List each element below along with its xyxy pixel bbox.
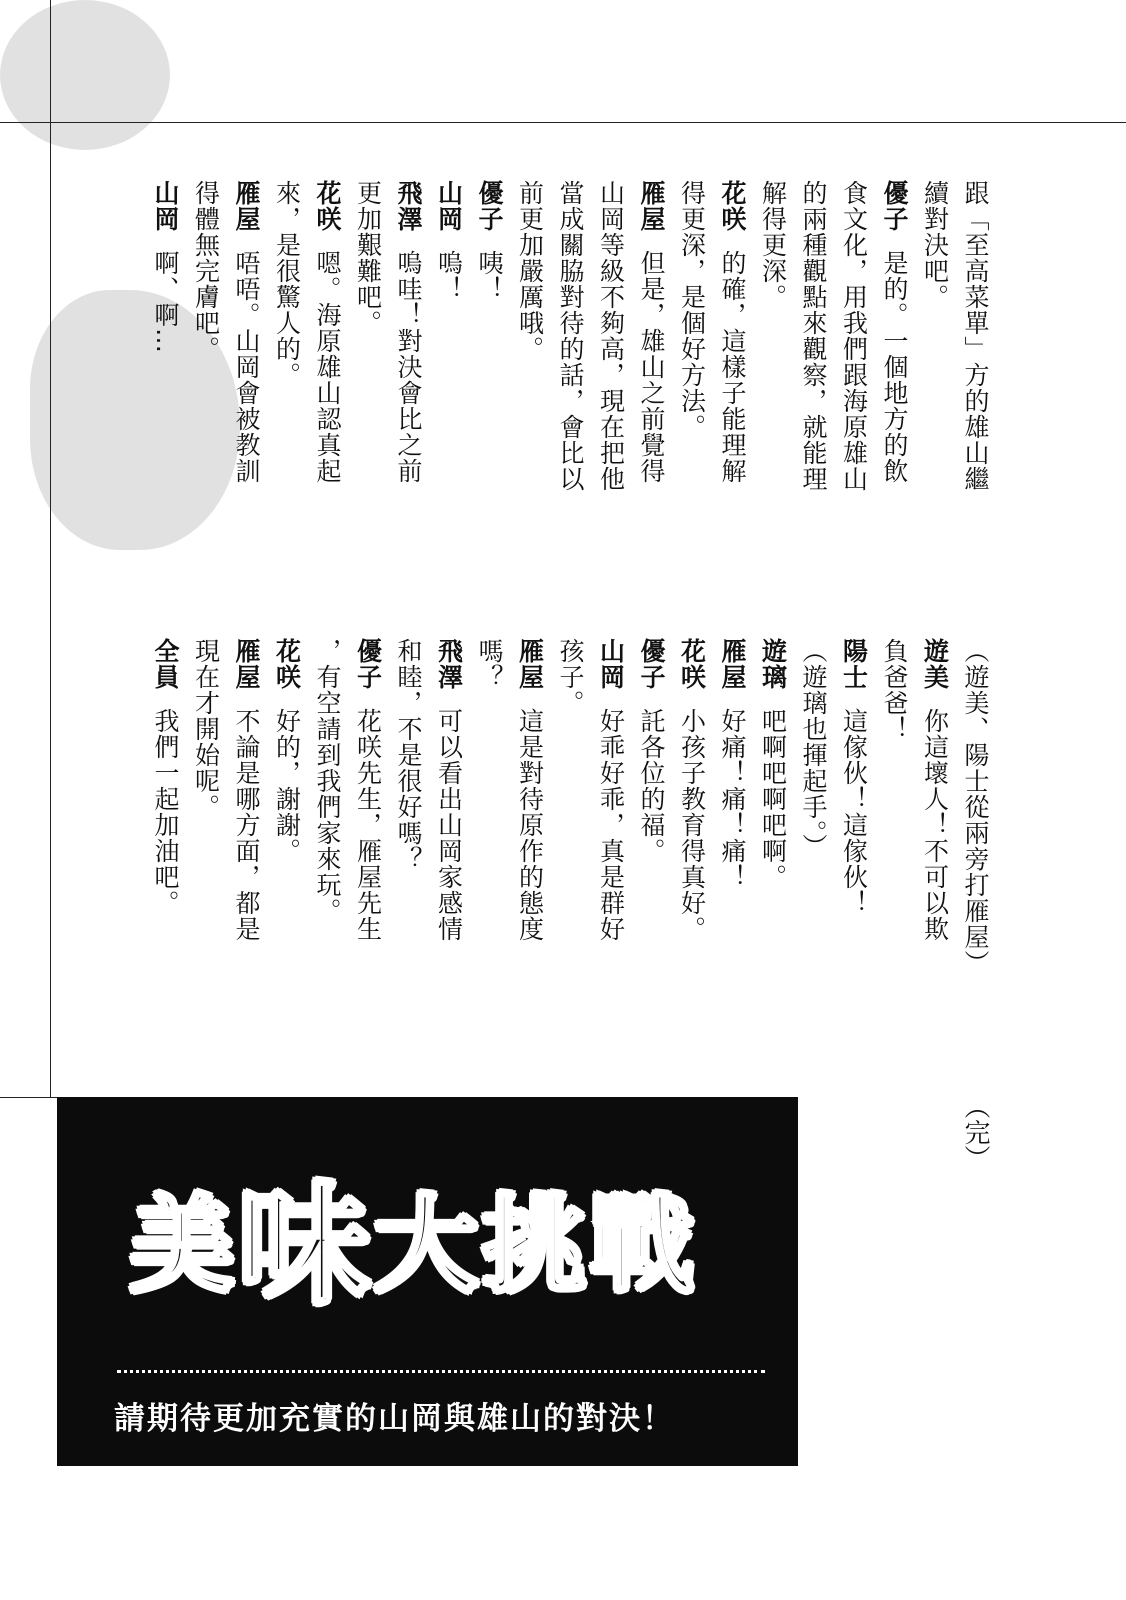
line-text: 的確，這樣子能理解 — [718, 250, 747, 484]
logo-char: 美 — [130, 1184, 235, 1306]
speaker-name: 飛澤 — [394, 180, 423, 232]
speaker-name: 優子 — [880, 180, 909, 232]
line-text: 好乖好乖，真是群好 — [596, 708, 626, 942]
line-text: 小孩子教育得真好。 — [677, 708, 707, 942]
dialogue-line — [393, 180, 423, 484]
line-text: 這是對待原作的態度 — [515, 708, 545, 942]
speaker-name: 花咲 — [718, 180, 747, 232]
speaker-name: 雁屋 — [637, 180, 666, 232]
line-text: 嗚哇！對決會比之前 — [394, 250, 423, 484]
line-text: 託各位的福。 — [637, 708, 666, 864]
logo-char: 味 — [238, 1169, 371, 1323]
logo-char: 戰 — [590, 1184, 695, 1306]
series-logo — [130, 1169, 730, 1325]
dialogue-line — [596, 638, 626, 942]
dialogue-line — [798, 638, 828, 860]
dialogue-line — [920, 638, 950, 942]
speaker-name: 優子 — [637, 638, 666, 690]
speaker-name: 陽士 — [839, 638, 869, 690]
speaker-name: 雁屋 — [515, 638, 545, 690]
dialogue-line — [434, 638, 464, 942]
line-text: 解得更深。 — [758, 180, 788, 310]
line-text: 我們一起加油吧。 — [151, 708, 180, 916]
line-text: 吧啊吧啊吧啊。 — [758, 708, 788, 890]
dialogue-line — [636, 180, 666, 484]
dialogue-line — [555, 180, 585, 492]
line-text: 山岡等級不夠高，現在把他 — [596, 180, 626, 492]
speaker-name: 雁屋 — [718, 638, 747, 690]
line-text: 不論是哪方面，都是 — [232, 708, 261, 942]
line-text: 啊、啊… — [151, 250, 180, 354]
dialogue-line — [596, 180, 626, 492]
line-text: 跟「至高菜單」方的雄山繼 — [961, 180, 990, 492]
speaker-name: 遊璃 — [758, 638, 788, 690]
speaker-name: 遊美 — [920, 638, 950, 690]
line-text: 孩子。 — [556, 638, 585, 716]
speaker-name: 花咲 — [272, 638, 302, 690]
line-text: 負爸爸！ — [880, 638, 909, 742]
dialogue-line — [758, 638, 788, 890]
line-text: 嗚！ — [434, 250, 464, 302]
line-text: 是的。一個地方的飲 — [880, 250, 909, 484]
logo-char: 挑 — [482, 1184, 587, 1306]
dialogue-line — [474, 638, 504, 690]
dialogue-line — [798, 180, 828, 492]
dialogue-line — [353, 180, 383, 336]
dialogue-line — [555, 638, 585, 716]
line-text: 好的，謝謝。 — [272, 708, 302, 864]
speaker-name: 山岡 — [434, 180, 464, 232]
dialogue-line — [960, 638, 990, 976]
tagline: 請期待更加充實的山岡與雄山的對決！ — [114, 1401, 675, 1437]
dialogue-line — [191, 638, 221, 820]
dialogue-line — [393, 638, 423, 872]
dialogue-line — [677, 180, 707, 440]
line-text: 當成關脇對待的話，會比以 — [556, 180, 585, 492]
line-text: 現在才開始呢。 — [191, 638, 221, 820]
line-text: 來，是很驚人的。 — [272, 180, 302, 388]
speaker-name: 花咲 — [677, 638, 707, 690]
speaker-name: 花咲 — [313, 180, 342, 232]
dialogue-line — [717, 638, 747, 890]
dialogue-line — [150, 638, 180, 916]
line-text: 得更深，是個好方法。 — [677, 180, 707, 440]
dialogue-line — [272, 180, 302, 388]
dialogue-line — [353, 638, 383, 942]
decorative-blob — [0, 0, 170, 150]
top-rule — [0, 122, 1126, 123]
dialogue-line — [474, 180, 504, 302]
dialogue-line — [272, 638, 302, 864]
line-text: 這傢伙！這傢伙！ — [839, 708, 869, 916]
dialogue-line — [231, 638, 261, 942]
line-text: 食文化，用我們跟海原雄山 — [839, 180, 869, 492]
speaker-name: 飛澤 — [434, 638, 464, 690]
logo-char: 大 — [374, 1184, 479, 1306]
line-text: 好痛！痛！痛！ — [718, 708, 747, 890]
dialogue-line — [717, 180, 747, 484]
end-mark: （完） — [960, 1093, 990, 1171]
dialogue-line — [515, 180, 545, 362]
speaker-name: 山岡 — [596, 638, 626, 690]
dialogue-line — [312, 180, 342, 484]
banner-rule — [0, 1097, 58, 1098]
dialogue-line — [636, 638, 666, 864]
dialogue-line — [879, 638, 909, 742]
speaker-name: 優子 — [353, 638, 383, 690]
dialogue-line — [231, 180, 261, 484]
dialogue-line — [434, 180, 464, 302]
speaker-name: 全員 — [151, 638, 180, 690]
dialogue-line — [312, 638, 342, 924]
dialogue-line — [839, 638, 869, 916]
line-text: 咦！ — [475, 250, 504, 302]
line-text: 你這壞人！不可以欺 — [920, 708, 950, 942]
dialogue-line — [677, 638, 707, 942]
dialogue-line — [758, 180, 788, 310]
line-text: （遊美、陽士從兩旁打雁屋） — [961, 638, 990, 976]
line-text: 前更加嚴厲哦。 — [515, 180, 545, 362]
dialogue-line — [515, 638, 545, 942]
dialogue-line — [150, 180, 180, 354]
dialogue-line — [879, 180, 909, 484]
line-text: ，有空請到我們家來玩。 — [313, 638, 342, 924]
line-text: 續對決吧。 — [920, 180, 950, 310]
dialogue-line — [960, 180, 990, 492]
line-text: 得體無完膚吧。 — [191, 180, 221, 362]
line-text: 但是，雄山之前覺得 — [637, 250, 666, 484]
line-text: 唔唔。山岡會被教訓 — [232, 250, 261, 484]
speaker-name: 雁屋 — [232, 180, 261, 232]
line-text: 更加艱難吧。 — [353, 180, 383, 336]
speaker-name: 山岡 — [151, 180, 180, 232]
speaker-name: 優子 — [475, 180, 504, 232]
dialogue-line — [839, 180, 869, 492]
speaker-name: 雁屋 — [232, 638, 261, 690]
dialogue-line — [920, 180, 950, 310]
dialogue-line — [191, 180, 221, 362]
line-text: 嗎？ — [475, 638, 504, 690]
line-text: 的兩種觀點來觀察，就能理 — [799, 180, 828, 492]
line-text: 可以看出山岡家感情 — [434, 708, 464, 942]
line-text: 花咲先生，雁屋先生 — [353, 708, 383, 942]
line-text: （遊璃也揮起手。） — [799, 638, 828, 860]
line-text: 和睦，不是很好嗎？ — [394, 638, 423, 872]
line-text: 嗯。海原雄山認真起 — [313, 250, 342, 484]
dotted-divider — [117, 1370, 765, 1373]
left-rule — [50, 0, 51, 1098]
